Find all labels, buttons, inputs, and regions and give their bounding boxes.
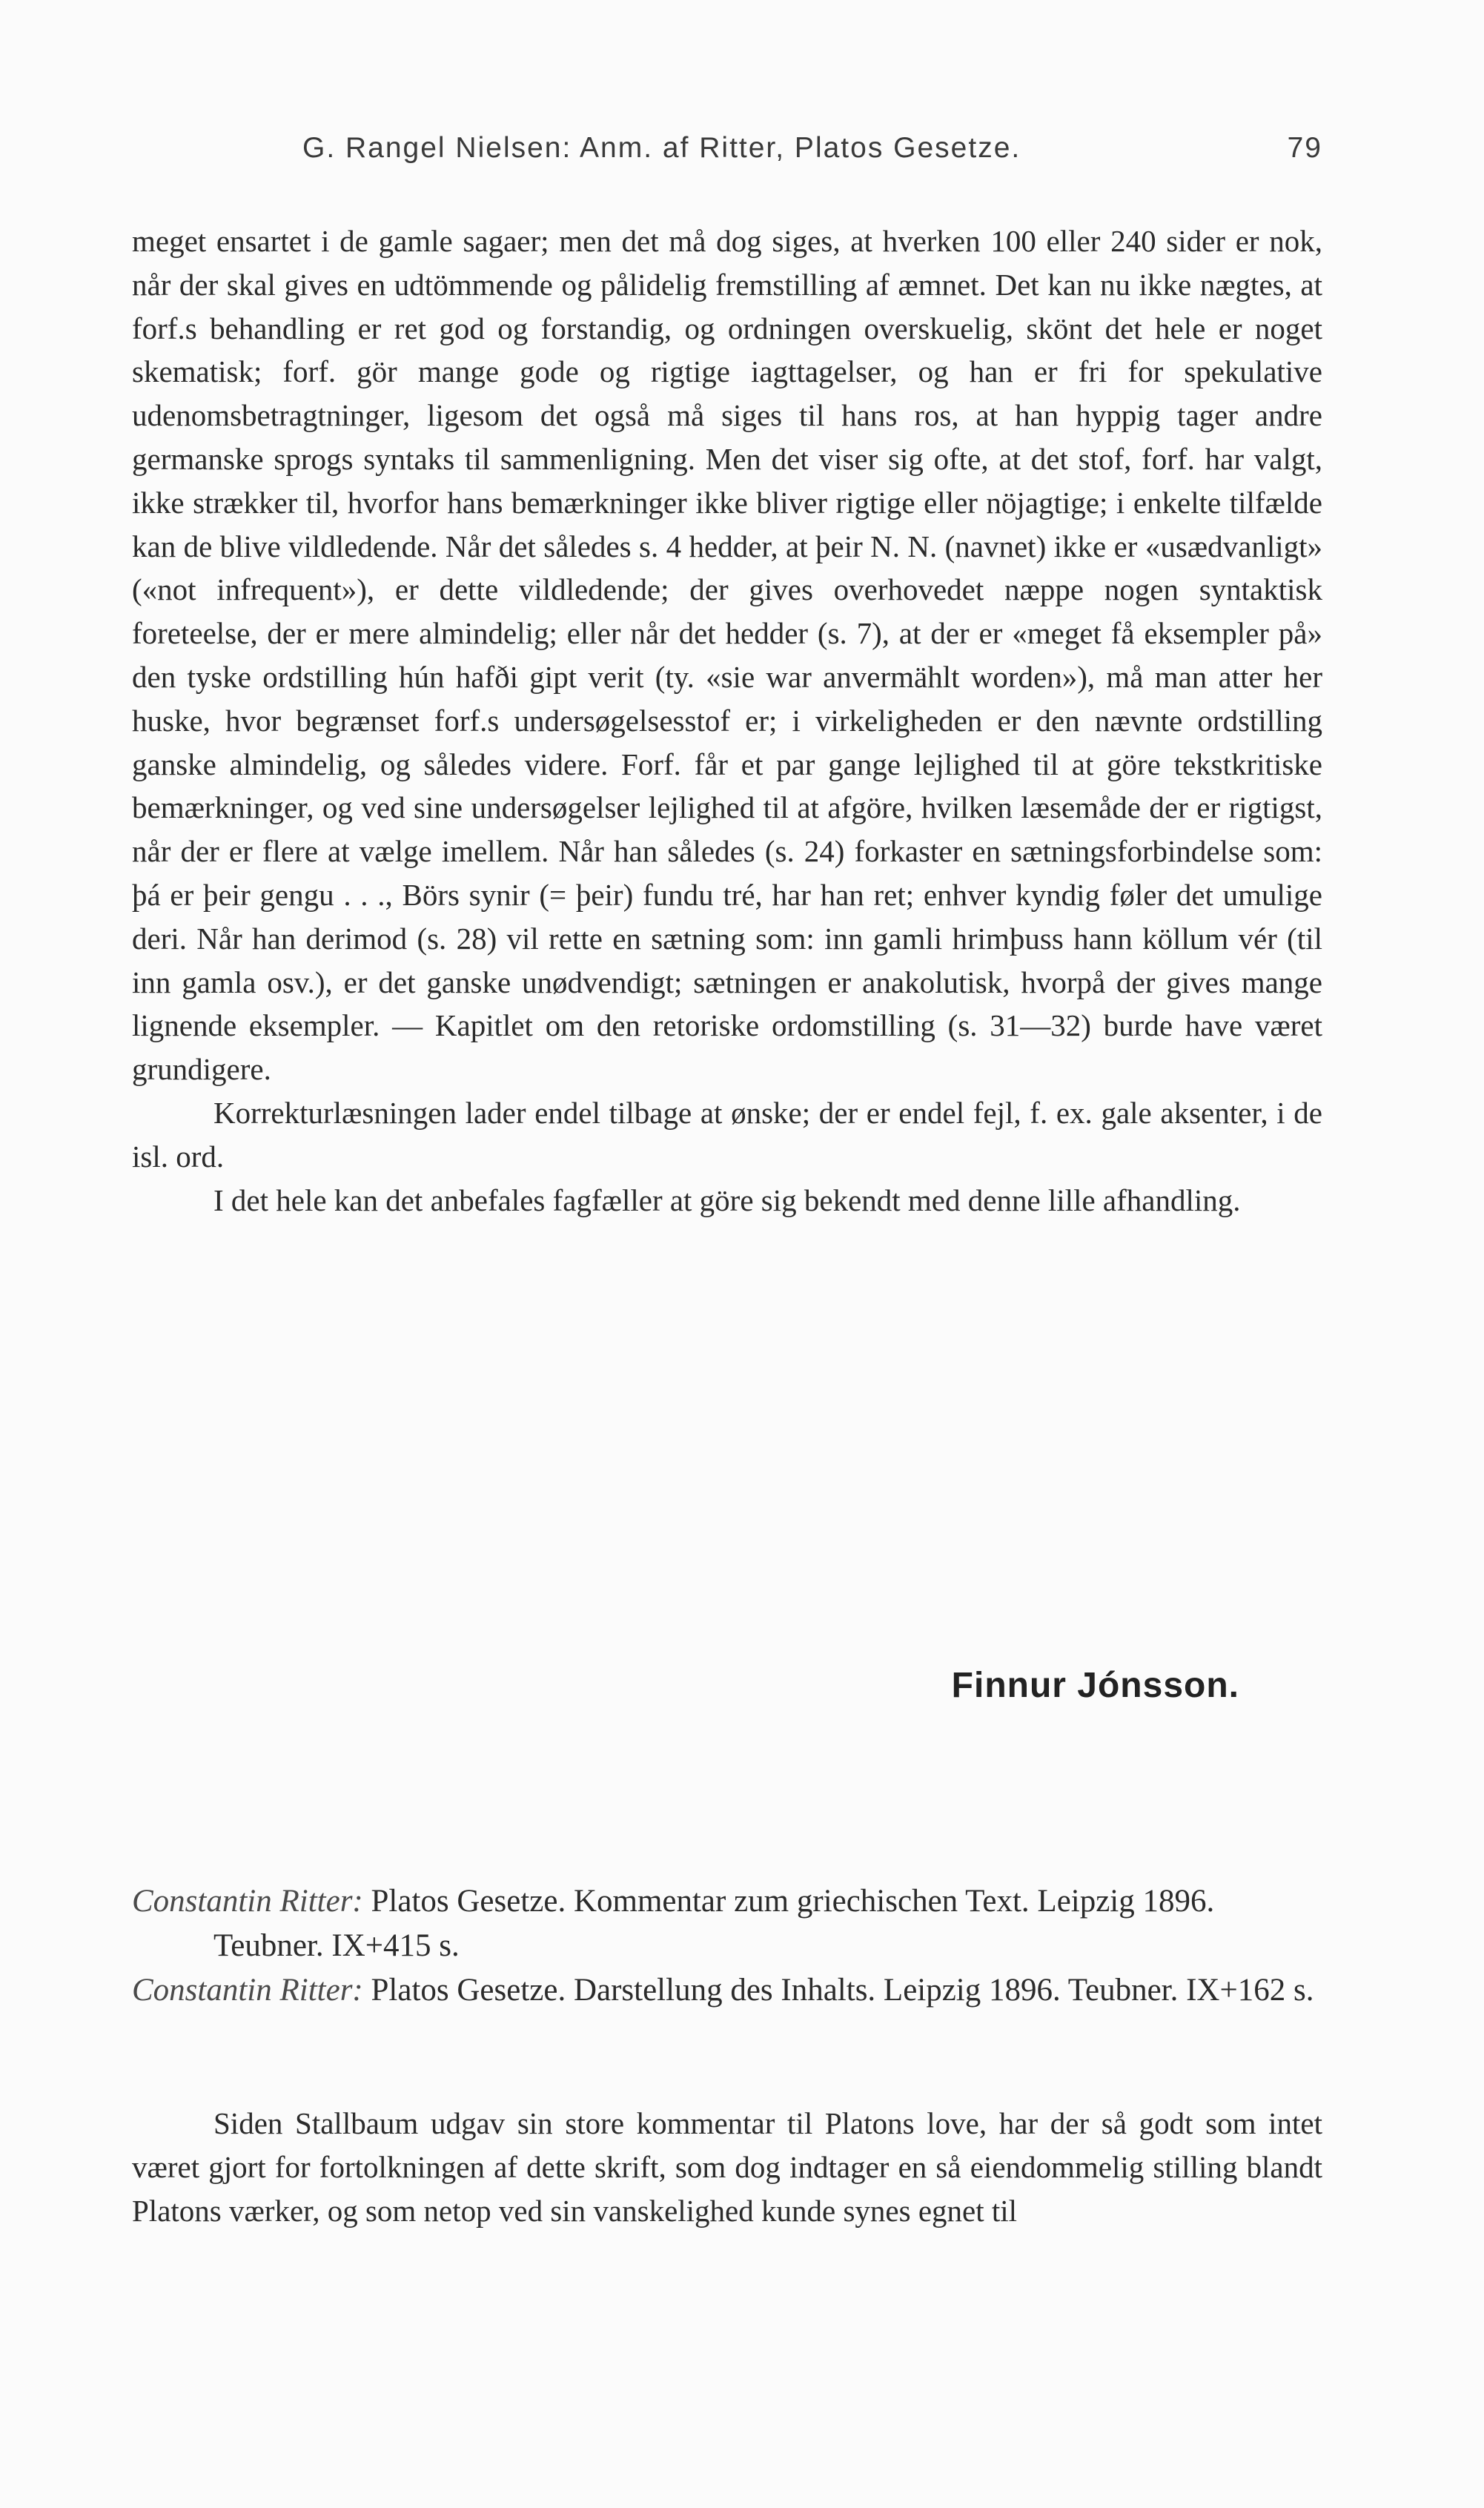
bibliography-text: Platos Gesetze. Darstellung des Inhalts. Leipzig 1896. Teubner. IX+162 s. xyxy=(371,1973,1314,2008)
bibliography-entry-1 xyxy=(132,1879,1322,1968)
page-number: 79 xyxy=(1287,132,1322,164)
bibliography-text: Platos Gesetze. Kommentar zum griechischen Text. Leipzig 1896. Teubner. IX+415 s. xyxy=(213,1884,1215,1963)
bibliography-author: Constantin Ritter: xyxy=(132,1884,363,1919)
bibliography-entry-2 xyxy=(132,1968,1322,2013)
running-title: G. Rangel Nielsen: Anm. af Ritter, Platos Gesetze. xyxy=(302,132,1021,164)
author-signature: Finnur Jónsson. xyxy=(951,1666,1239,1705)
body-paragraph-1: meget ensartet i de gamle sagaer; men det må dog siges, at hverken 100 eller 240 sider er nok, når der skal gives en udtömmende og pålidelig fremstilling af æmnet. Det kan nu ikke nægtes, at forf.s behandling er ret god og forstandig, og ordningen overskuelig, skönt det hele er noget skematisk; forf. gör mange gode og rigtige iagttagelser, og han er fri for spekulative udenomsbetragtninger, ligesom det også må siges til hans ros, at han hyppig tager andre germanske sprogs syntaks til sammenligning. Men det viser sig ofte, at det stof, forf. har valgt, ikke strækker til, hvorfor hans bemærkninger ikke bliver rigtige eller nöjagtige; i enkelte tilfælde kan de blive vildledende. Når det således s. 4 hedder, at þeir N. N. (navnet) ikke er «usædvanligt» («not infrequent»), er dette vildledende; der gives overhovedet næppe nogen syntaktisk foreteelse, der er mere almindelig; eller når det hedder (s. 7), at der er «meget få eksempler på» den tyske ordstilling hún hafði gipt verit (ty. «sie war anvermählt worden»), må man atter her huske, hvor begrænset forf.s undersøgelsesstof er; i virkeligheden er den nævnte ordstilling ganske almindelig, og således videre. Forf. får et par gange lejlighed til at göre tekstkritiske bemærkninger, og ved sine undersøgelser lejlighed til at afgöre, hvilken læsemåde der er rigtigst, når der er flere at vælge imellem. Når han således (s. 24) forkaster en sætningsforbindelse som: þá er þeir gengu . . ., Börs synir (= þeir) fundu tré, har han ret; enhver kyndig føler det umulige deri. Når han derimod (s. 28) vil rette en sætning som: inn gamli hrimþuss hann köllum vér (til inn gamla osv.), er det ganske unødvendigt; sætningen er anakolutisk, hvorpå der gives mange lignende eksempler. — Kapitlet om den retoriske ordomstilling (s. 31—32) burde have været grundigere. xyxy=(132,224,1322,1087)
body-paragraph-3: I det hele kan det anbefales fagfæller at göre sig bekendt med denne lille afhandling. xyxy=(213,1182,1241,1217)
review-body xyxy=(132,219,1322,1222)
bibliography-block xyxy=(132,1879,1322,2013)
next-review-paragraph: Siden Stallbaum udgav sin store kommentar til Platons love, har der så godt som intet været gjort for fortolkningen af dette skrift, som dog indtager en så eiendommelig stilling blandt Platons værker, og som netop ved sin vanskelighed kunde synes egnet til xyxy=(132,2106,1322,2228)
next-review xyxy=(132,2102,1322,2233)
body-paragraph-2: Korrekturlæsningen lader endel tilbage at ønske; der er endel fejl, f. ex. gale aksenter, i de isl. ord. xyxy=(132,1095,1322,1174)
bibliography-author: Constantin Ritter: xyxy=(132,1973,363,2008)
